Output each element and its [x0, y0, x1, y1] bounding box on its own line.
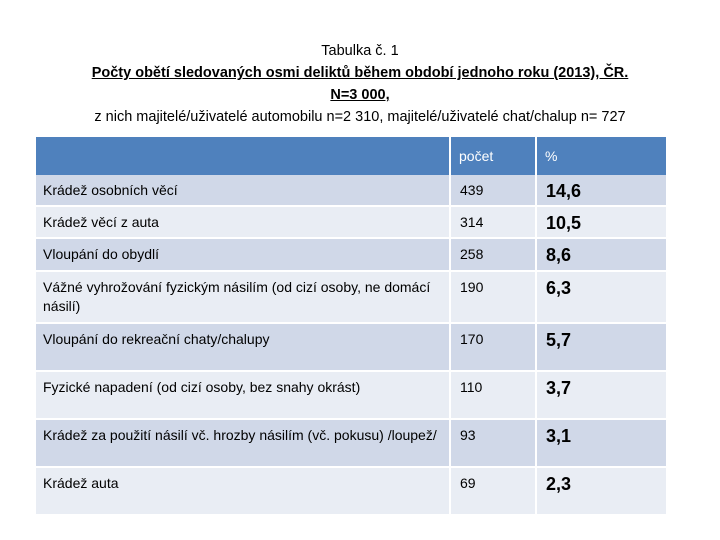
victim-count: 110 — [450, 371, 536, 419]
victim-count: 69 — [450, 467, 536, 515]
victim-percent: 5,7 — [536, 323, 666, 371]
table-row — [36, 206, 666, 238]
header-offense — [36, 137, 450, 175]
table-row — [36, 271, 666, 323]
table-row — [36, 238, 666, 271]
victim-count: 258 — [450, 238, 536, 271]
table-row — [36, 175, 666, 206]
victims-table — [36, 137, 666, 516]
victim-percent: 6,3 — [536, 271, 666, 323]
victim-percent: 3,7 — [536, 371, 666, 419]
offense-label: Krádež za použití násilí vč. hrozby násilím (vč. pokusu) /loupež/ — [36, 419, 450, 467]
offense-label: Krádež osobních věcí — [36, 175, 450, 206]
table-header-row — [36, 137, 666, 175]
table-caption — [0, 40, 720, 128]
victim-count: 170 — [450, 323, 536, 371]
offense-label: Fyzické napadení (od cizí osoby, bez snahy okrást) — [36, 371, 450, 419]
offense-label: Vážné vyhrožování fyzickým násilím (od cizí osoby, ne domácí násilí) — [36, 271, 450, 323]
offense-label: Vloupání do rekreační chaty/chalupy — [36, 323, 450, 371]
header-percent: % — [536, 137, 666, 175]
table-row — [36, 419, 666, 467]
caption-sample-size: N=3 000, — [330, 87, 390, 103]
victim-percent: 14,6 — [536, 175, 666, 206]
offense-label: Vloupání do obydlí — [36, 238, 450, 271]
caption-table-number: Tabulka č. 1 — [321, 43, 399, 59]
victim-count: 314 — [450, 206, 536, 238]
caption-title: Počty obětí sledovaných osmi deliktů během období jednoho roku (2013), ČR. — [91, 65, 629, 81]
table-row — [36, 371, 666, 419]
caption-subsamples: z nich majitelé/uživatelé automobilu n=2 310, majitelé/uživatelé chat/chalup n= 727 — [94, 109, 626, 125]
offense-label: Krádež věcí z auta — [36, 206, 450, 238]
victim-count: 439 — [450, 175, 536, 206]
victim-percent: 10,5 — [536, 206, 666, 238]
victim-percent: 8,6 — [536, 238, 666, 271]
table-row — [36, 467, 666, 515]
header-count: počet — [450, 137, 536, 175]
victim-count: 190 — [450, 271, 536, 323]
victim-percent: 2,3 — [536, 467, 666, 515]
victim-percent: 3,1 — [536, 419, 666, 467]
offense-label: Krádež auta — [36, 467, 450, 515]
table-row — [36, 323, 666, 371]
victim-count: 93 — [450, 419, 536, 467]
